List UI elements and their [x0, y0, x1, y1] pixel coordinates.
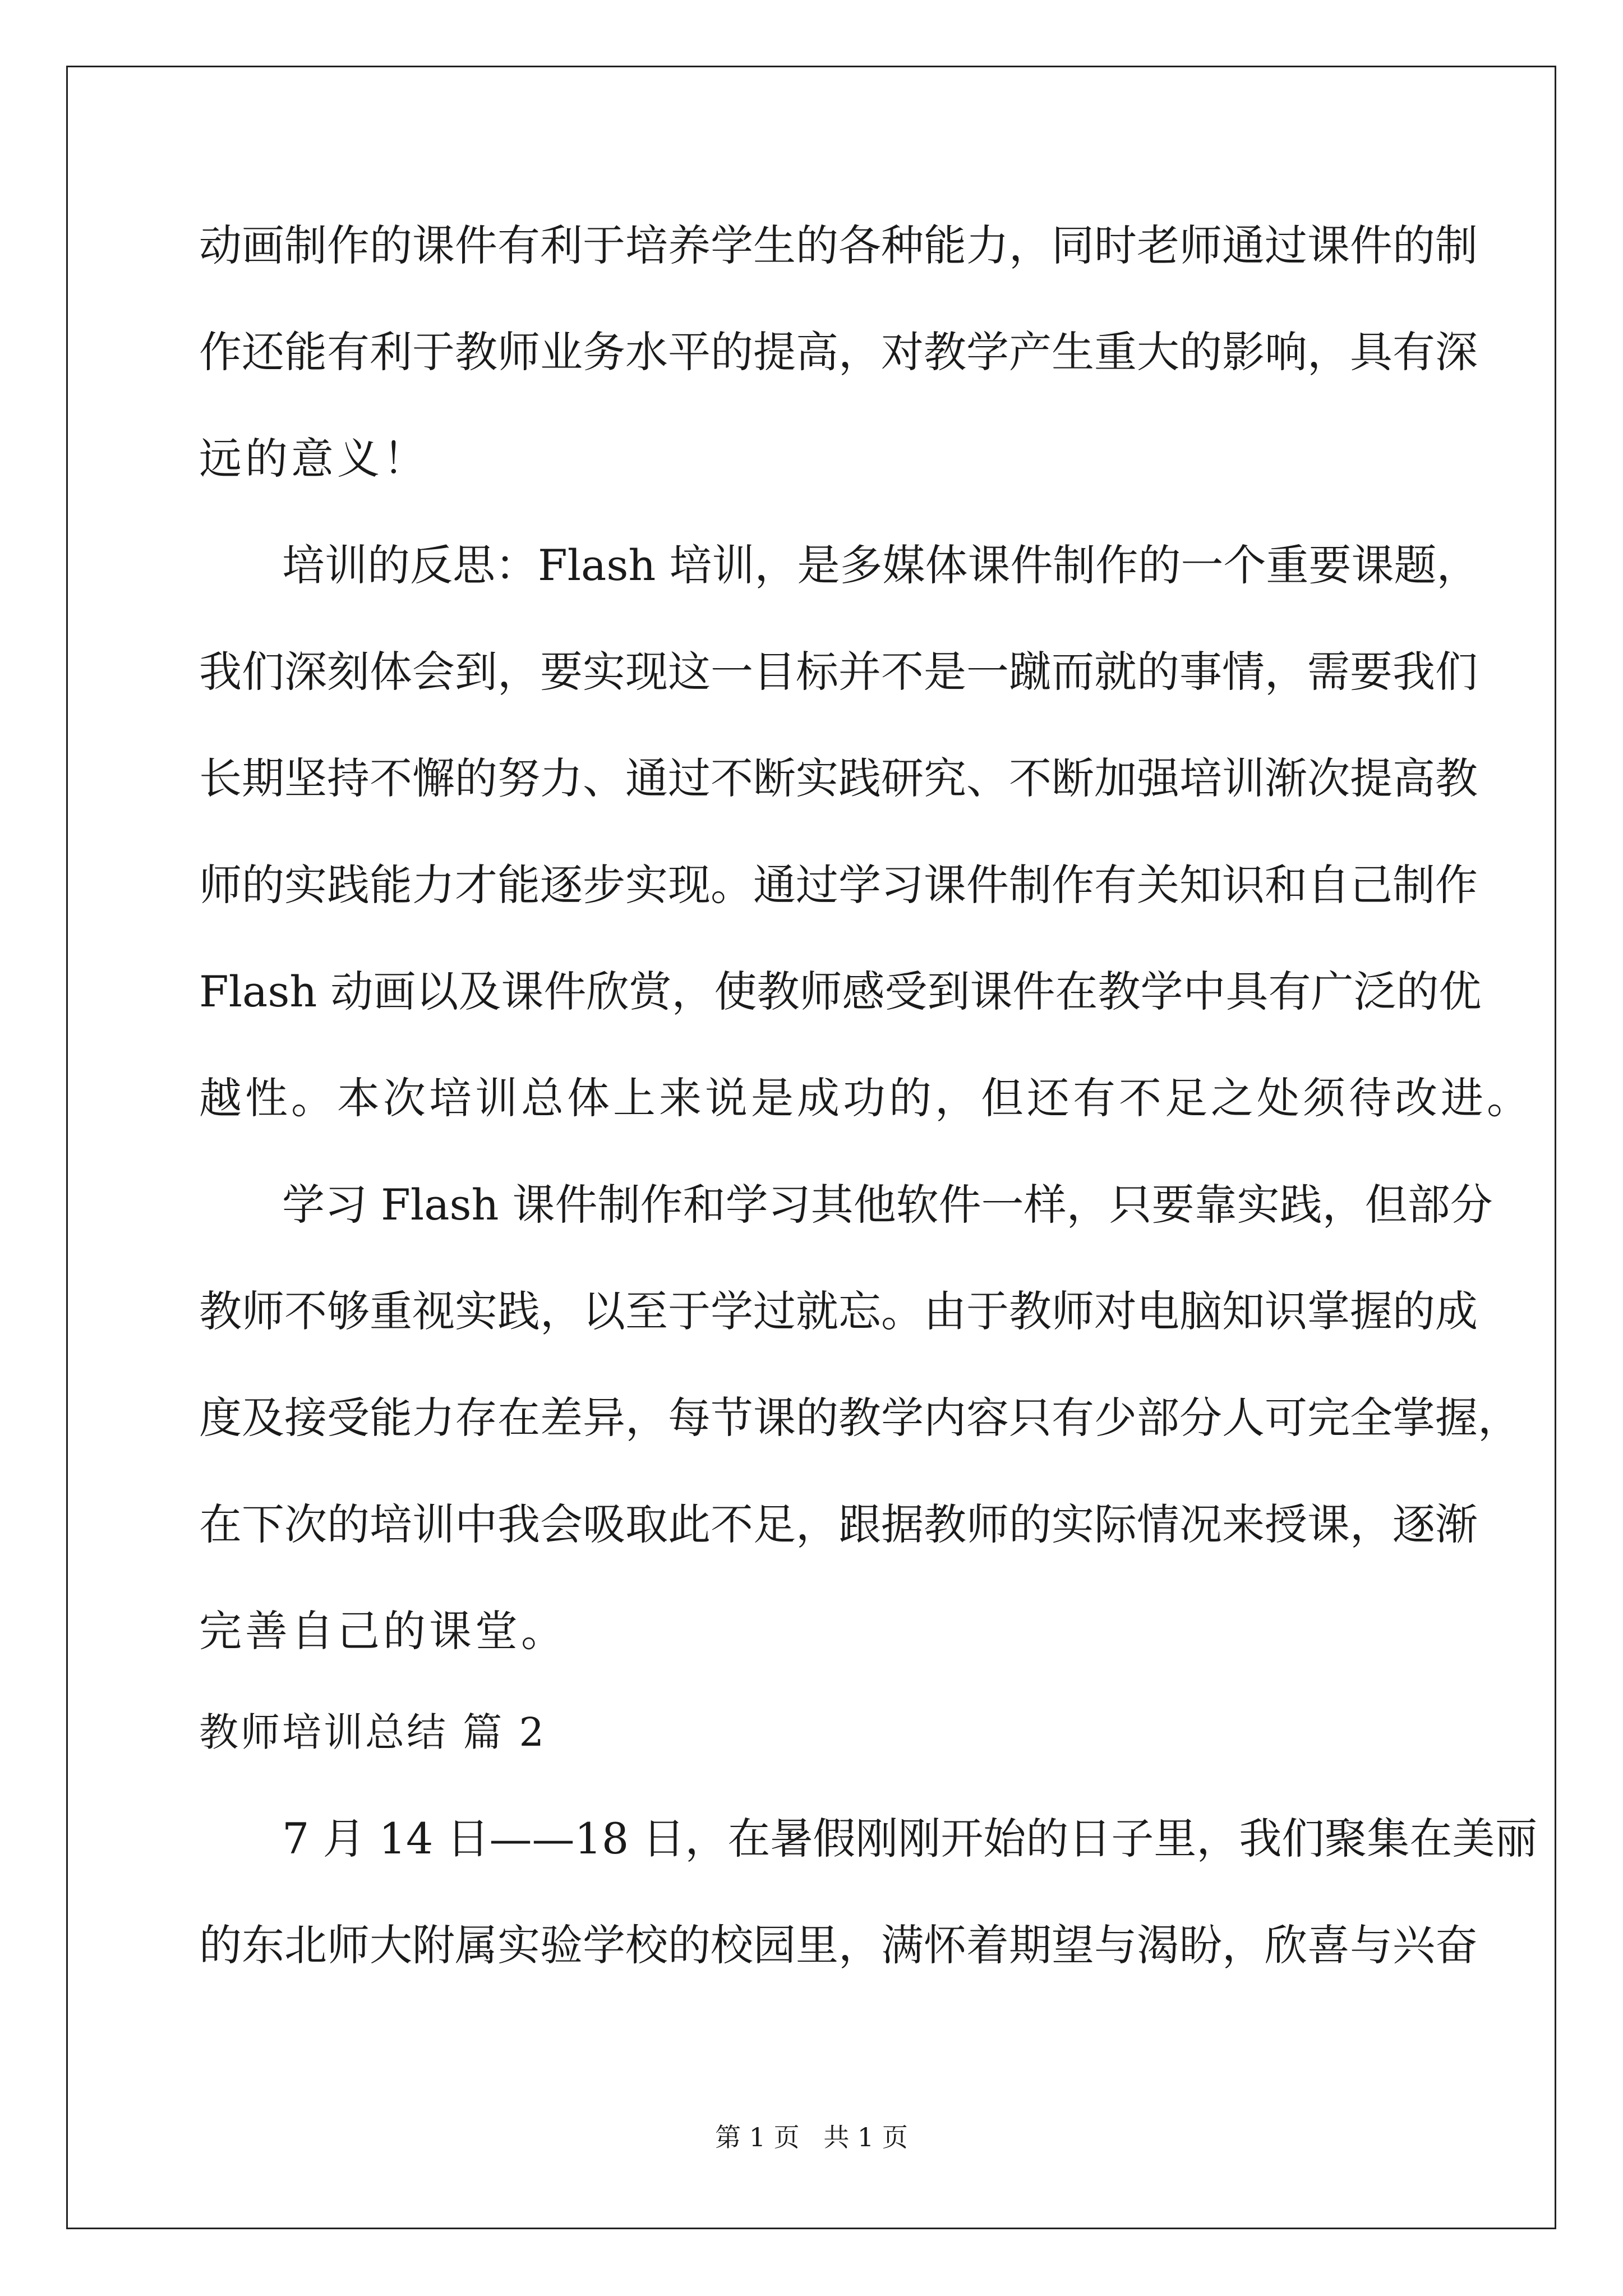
body-line: 完善自己的课堂。: [199, 1606, 567, 1656]
page-number-current: 第 1 页: [715, 2122, 800, 2152]
paragraph-first-line: 学习 Flash 课件制作和学习其他软件一样，只要靠实践，但部分: [282, 1180, 1493, 1230]
body-line: 我们深刻体会到，要实现这一目标并不是一蹴而就的事情，需要我们: [199, 647, 1478, 697]
body-line: 师的实践能力才能逐步实现。通过学习课件制作有关知识和自己制作: [199, 860, 1478, 910]
paragraph-first-line: 7 月 14 日——18 日，在暑假刚刚开始的日子里，我们聚集在美丽: [282, 1814, 1538, 1864]
body-line: 远的意义！: [199, 434, 429, 484]
section-heading: 教师培训总结 篇 2: [199, 1709, 547, 1755]
paragraph-first-line: 培训的反思：Flash 培训，是多媒体课件制作的一个重要课题，: [282, 540, 1479, 590]
body-line: 长期坚持不懈的努力、通过不断实践研究、不断加强培训渐次提高教: [199, 753, 1478, 803]
body-line: 作还能有利于教师业务水平的提高，对教学产生重大的影响，具有深: [199, 327, 1478, 377]
page-number-total: 共 1 页: [823, 2122, 908, 2152]
body-line: 越性。本次培训总体上来说是成功的，但还有不足之处须待改进。: [199, 1073, 1533, 1123]
page-border: [66, 66, 1556, 2229]
body-line: 在下次的培训中我会吸取此不足，跟据教师的实际情况来授课，逐渐: [199, 1499, 1478, 1549]
body-line: Flash 动画以及课件欣赏，使教师感受到课件在教学中具有广泛的优: [199, 967, 1482, 1016]
body-line: 动画制作的课件有利于培养学生的各种能力，同时老师通过课件的制: [199, 220, 1478, 270]
body-line: 度及接受能力存在差异，每节课的教学内容只有少部分人可完全掌握，: [199, 1393, 1520, 1443]
page-footer: [0, 2120, 1623, 2154]
body-line: 的东北师大附属实验学校的校园里，满怀着期望与渴盼，欣喜与兴奋: [199, 1920, 1478, 1970]
body-line: 教师不够重视实践，以至于学过就忘。由于教师对电脑知识掌握的成: [199, 1286, 1478, 1336]
